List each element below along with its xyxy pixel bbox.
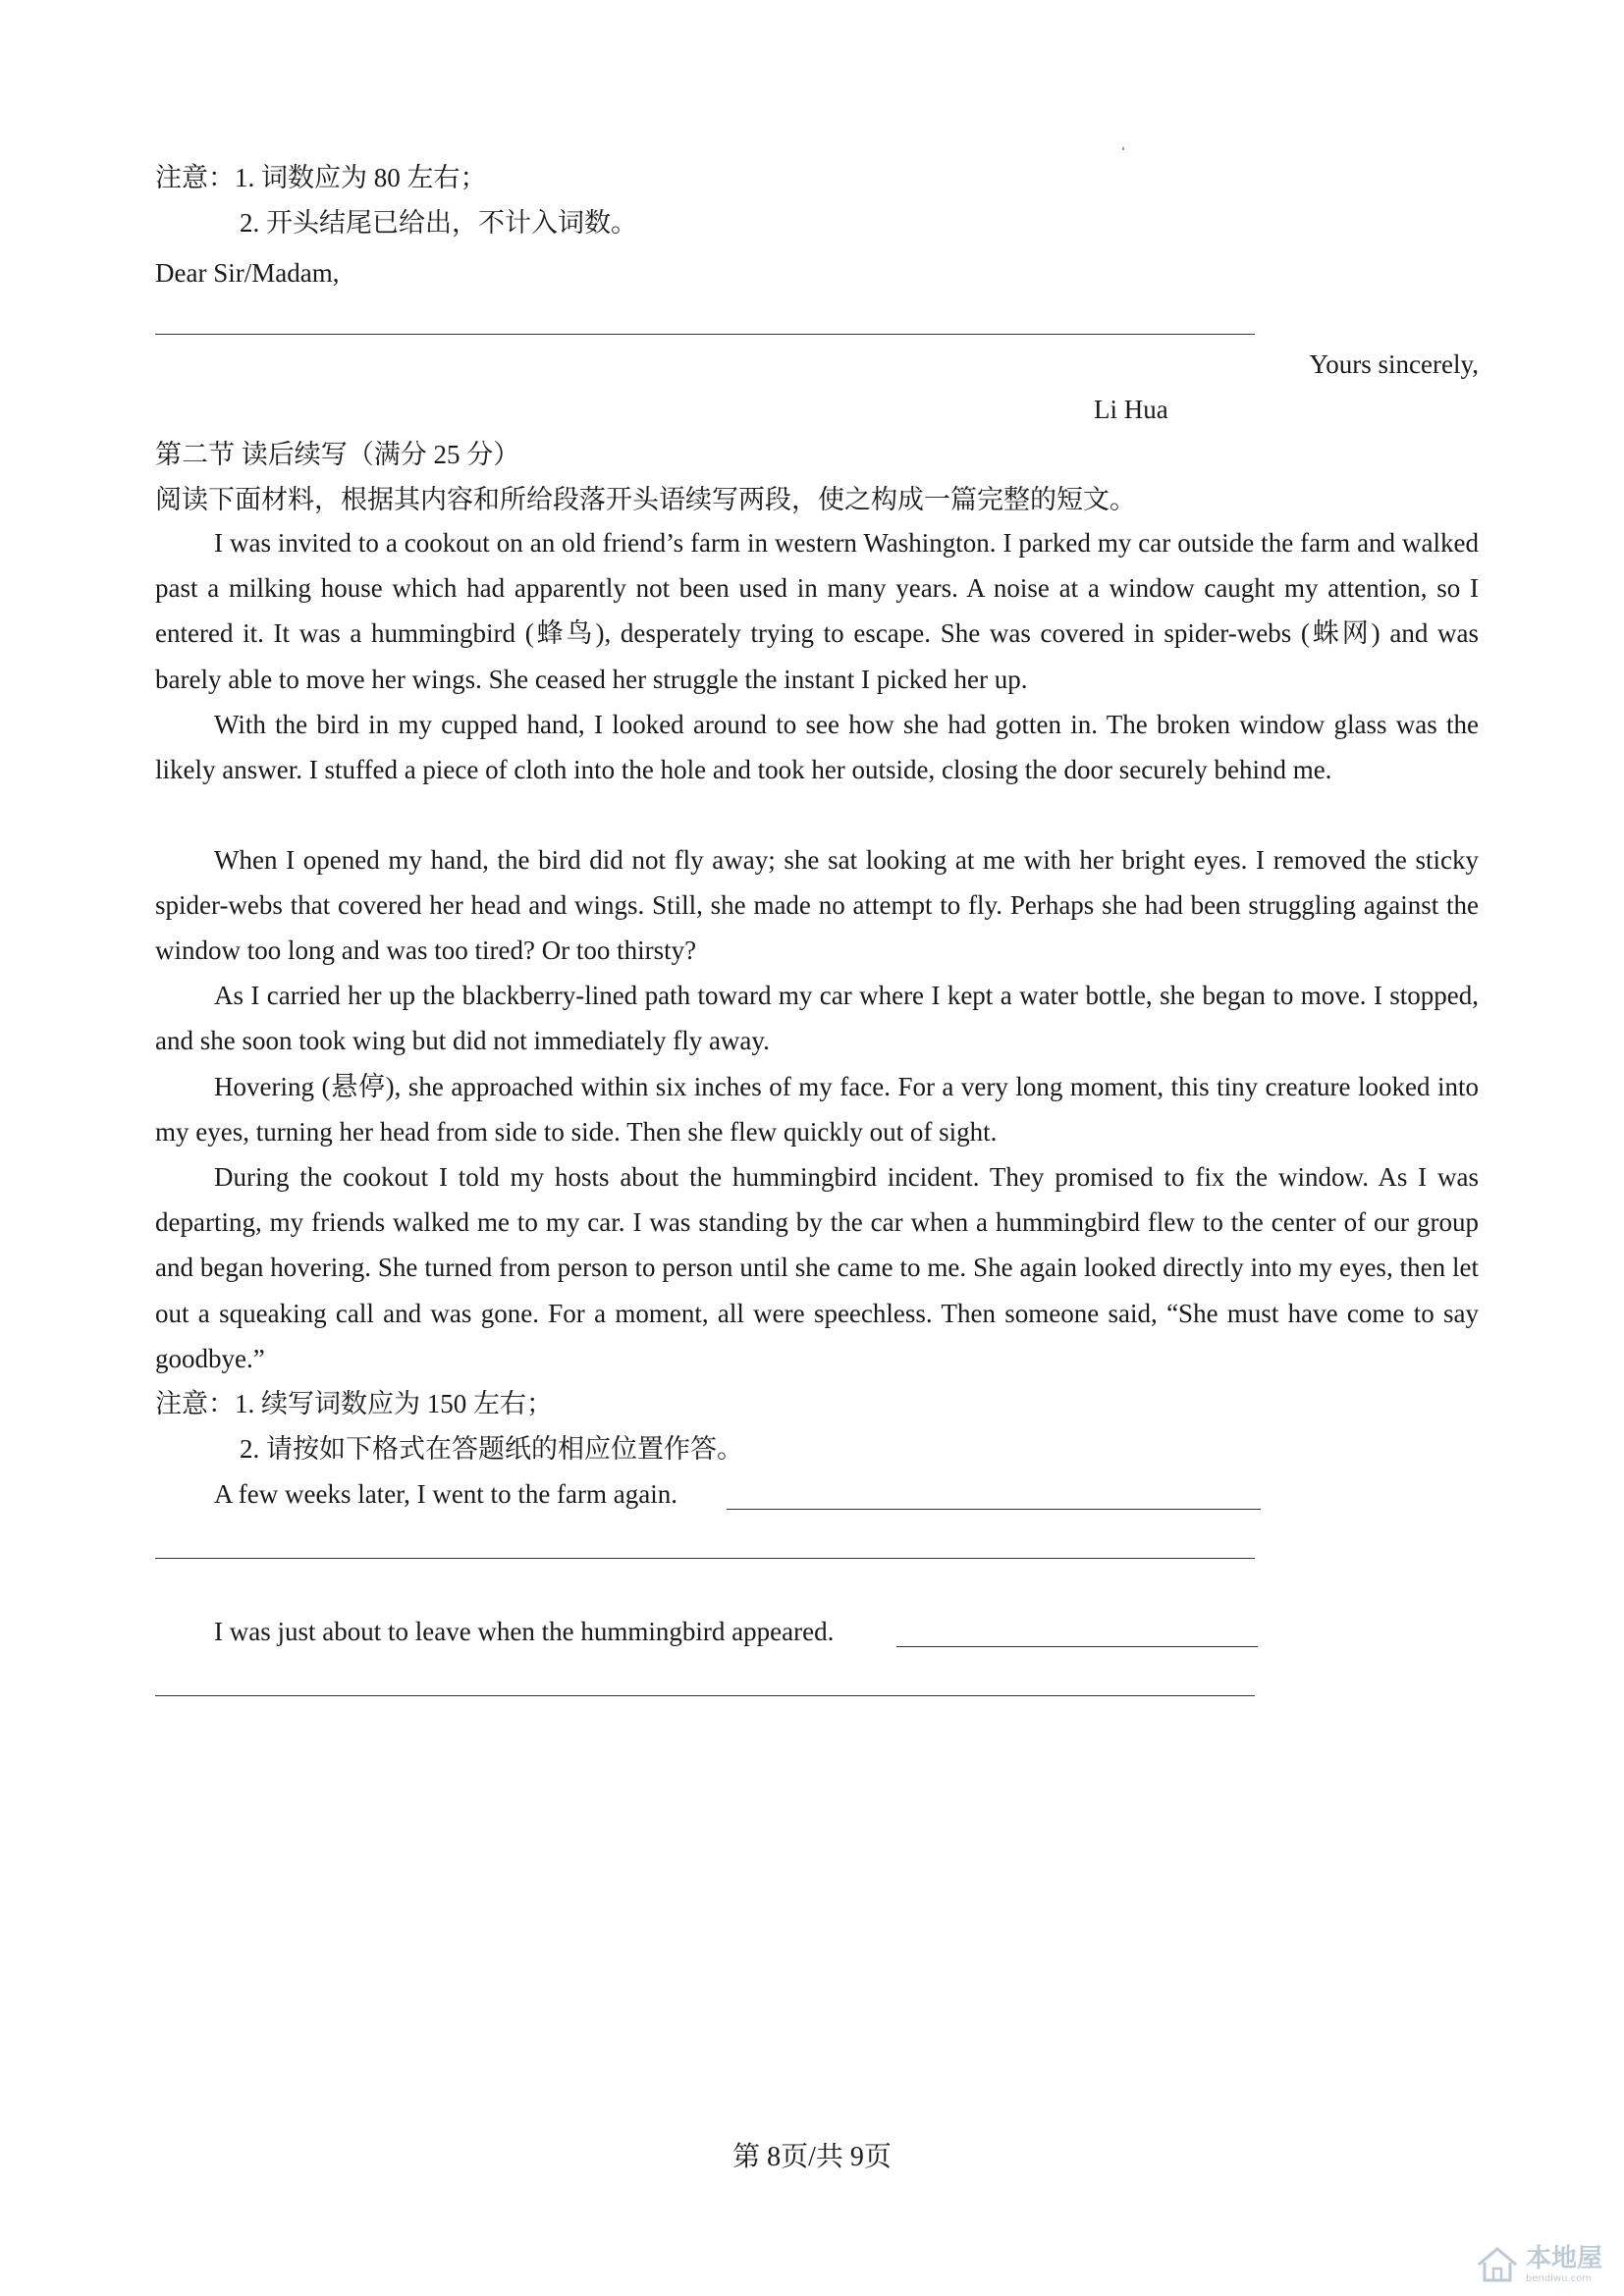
answer-line [896,1646,1258,1647]
scan-speck [1122,147,1124,150]
section-instruction: 阅读下面材料，根据其内容和所给段落开头语续写两段，使之构成一篇完整的短文。 [155,485,1136,514]
continuation-prompt-2: I was just about to leave when the hummingbird appeared. [214,1617,835,1646]
note-label: 注意： [155,163,235,192]
story-paragraph-6: During the cookout I told my hosts about the hummingbird incident. They promised to fix the window. As I was departing, my friends walked me to my car. I was standing by the car when a hummingbird flew to the center of our group and began hovering. She turned from person to person until she came to me. She again looked directly into my eyes, then let out a squeaking call and was gone. For a moment, all were speechless. Then someone said, “She must have come to say goodbye.” [155,1162,1479,1373]
continuation-note-1 [155,1381,553,1426]
letter-closing: Yours sincerely, [1309,349,1479,379]
story-paragraph-5: Hovering (悬停), she approached within six inches of my face. For a very long moment, this tiny creature looked into my eyes, turning her head from side to side. Then she flew quickly out of sight. [155,1072,1479,1148]
story-paragraph-1: I was invited to a cookout on an old friend’s farm in western Washington. I parked my car outside the farm and walked past a milking house which had apparently not been used in many years. A noise at a window caught my attention, so I entered it. It was a hummingbird (蜂鸟), desperately trying to escape. She was covered in spider-webs (蛛网) and was barely able to move her wings. She ceased her struggle the instant I picked her up. [155,528,1479,694]
answer-line [155,1558,1255,1559]
note-label: 注意： [155,1389,235,1418]
watermark-site: bendiwu.com [1525,2272,1593,2284]
page-number: 第 8页/共 9页 [732,2142,892,2172]
house-icon [1475,2245,1520,2284]
letter-signature: Li Hua [1094,395,1168,424]
letter-note-1 [155,155,487,200]
note-text: 1. 词数应为 80 左右； [235,163,487,192]
answer-line [727,1509,1261,1510]
answer-line [155,1695,1255,1696]
story-paragraph-4: As I carried her up the blackberry-lined path toward my car where I kept a water bottle, she began to move. I stopped, and she soon took wing but did not immediately fly away. [155,981,1479,1056]
letter-note-2: 2. 开头结尾已给出，不计入词数。 [240,208,637,238]
story-paragraph-3: When I opened my hand, the bird did not fly away; she sat looking at me with her bright eyes. I removed the sticky spider-webs that covered her head and wings. Still, she made no attempt to fly. Perhaps she had been struggling against the window too long and was too tired? Or too thirsty? [155,845,1479,966]
note-text: 1. 续写词数应为 150 左右； [235,1389,553,1418]
continuation-prompt-1: A few weeks later, I went to the farm again. [214,1479,677,1509]
section-heading: 第二节 读后续写（满分 25 分） [155,440,520,469]
continuation-note-2: 2. 请按如下格式在答题纸的相应位置作答。 [240,1434,743,1464]
watermark-name: 本地屋 [1525,2243,1602,2273]
story-paragraph-2: With the bird in my cupped hand, I looked around to see how she had gotten in. The broken window glass was the likely answer. I stuffed a piece of cloth into the hole and took her outside, closing the door securely behind me. [155,710,1479,785]
watermark [1475,2245,1602,2284]
letter-writing-line [155,334,1255,335]
letter-salutation: Dear Sir/Madam, [155,258,340,288]
